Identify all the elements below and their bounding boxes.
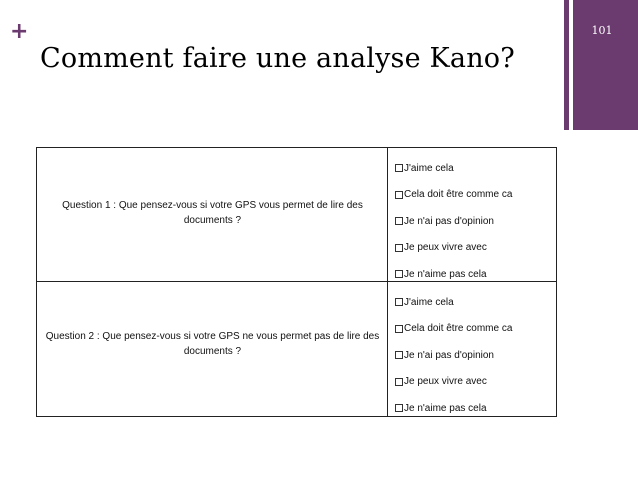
checkbox-icon[interactable] <box>395 351 403 359</box>
answer-label: J'aime cela <box>404 162 454 174</box>
question-row <box>37 148 556 282</box>
checkbox-icon[interactable] <box>395 270 403 278</box>
answer-label: Je peux vivre avec <box>404 376 487 388</box>
question-row <box>37 282 556 416</box>
checkbox-icon[interactable] <box>395 298 403 306</box>
accent-bar <box>573 0 638 130</box>
column-divider <box>387 148 388 281</box>
slide-number: 101 <box>591 24 613 37</box>
answer-label: Cela doit être comme ca <box>404 189 513 201</box>
answer-options <box>395 289 512 422</box>
answer-label: Cela doit être comme ca <box>404 323 513 335</box>
checkbox-icon[interactable] <box>395 325 403 333</box>
answer-option[interactable] <box>395 235 512 262</box>
answer-option[interactable] <box>395 182 512 209</box>
plus-icon: + <box>10 19 29 44</box>
answer-label: J'aime cela <box>404 296 454 308</box>
answer-label: Je n'ai pas d'opinion <box>404 215 494 227</box>
checkbox-icon[interactable] <box>395 404 403 412</box>
answer-option[interactable] <box>395 316 512 343</box>
answer-option[interactable] <box>395 155 512 182</box>
checkbox-icon[interactable] <box>395 191 403 199</box>
answer-label: Je n'ai pas d'opinion <box>404 349 494 361</box>
answer-options <box>395 155 512 288</box>
checkbox-icon[interactable] <box>395 164 403 172</box>
answer-option[interactable] <box>395 369 512 396</box>
answer-label: Je n'aime pas cela <box>404 268 487 280</box>
answer-label: Je n'aime pas cela <box>404 402 487 414</box>
question-text: Question 1 : Que pensez-vous si votre GPS vous permet de lire des documents ? <box>62 200 363 226</box>
answer-option[interactable] <box>395 208 512 235</box>
question-table <box>36 147 557 417</box>
answer-label: Je peux vivre avec <box>404 242 487 254</box>
checkbox-icon[interactable] <box>395 378 403 386</box>
checkbox-icon[interactable] <box>395 244 403 252</box>
question-text: Question 2 : Que pensez-vous si votre GPS ne vous permet pas de lire des documents ? <box>45 331 380 357</box>
answer-option[interactable] <box>395 395 512 422</box>
answer-option[interactable] <box>395 342 512 369</box>
checkbox-icon[interactable] <box>395 217 403 225</box>
column-divider <box>387 282 388 416</box>
slide-title: Comment faire une analyse Kano? <box>40 43 515 74</box>
accent-bar-thin <box>564 0 569 130</box>
answer-option[interactable] <box>395 289 512 316</box>
